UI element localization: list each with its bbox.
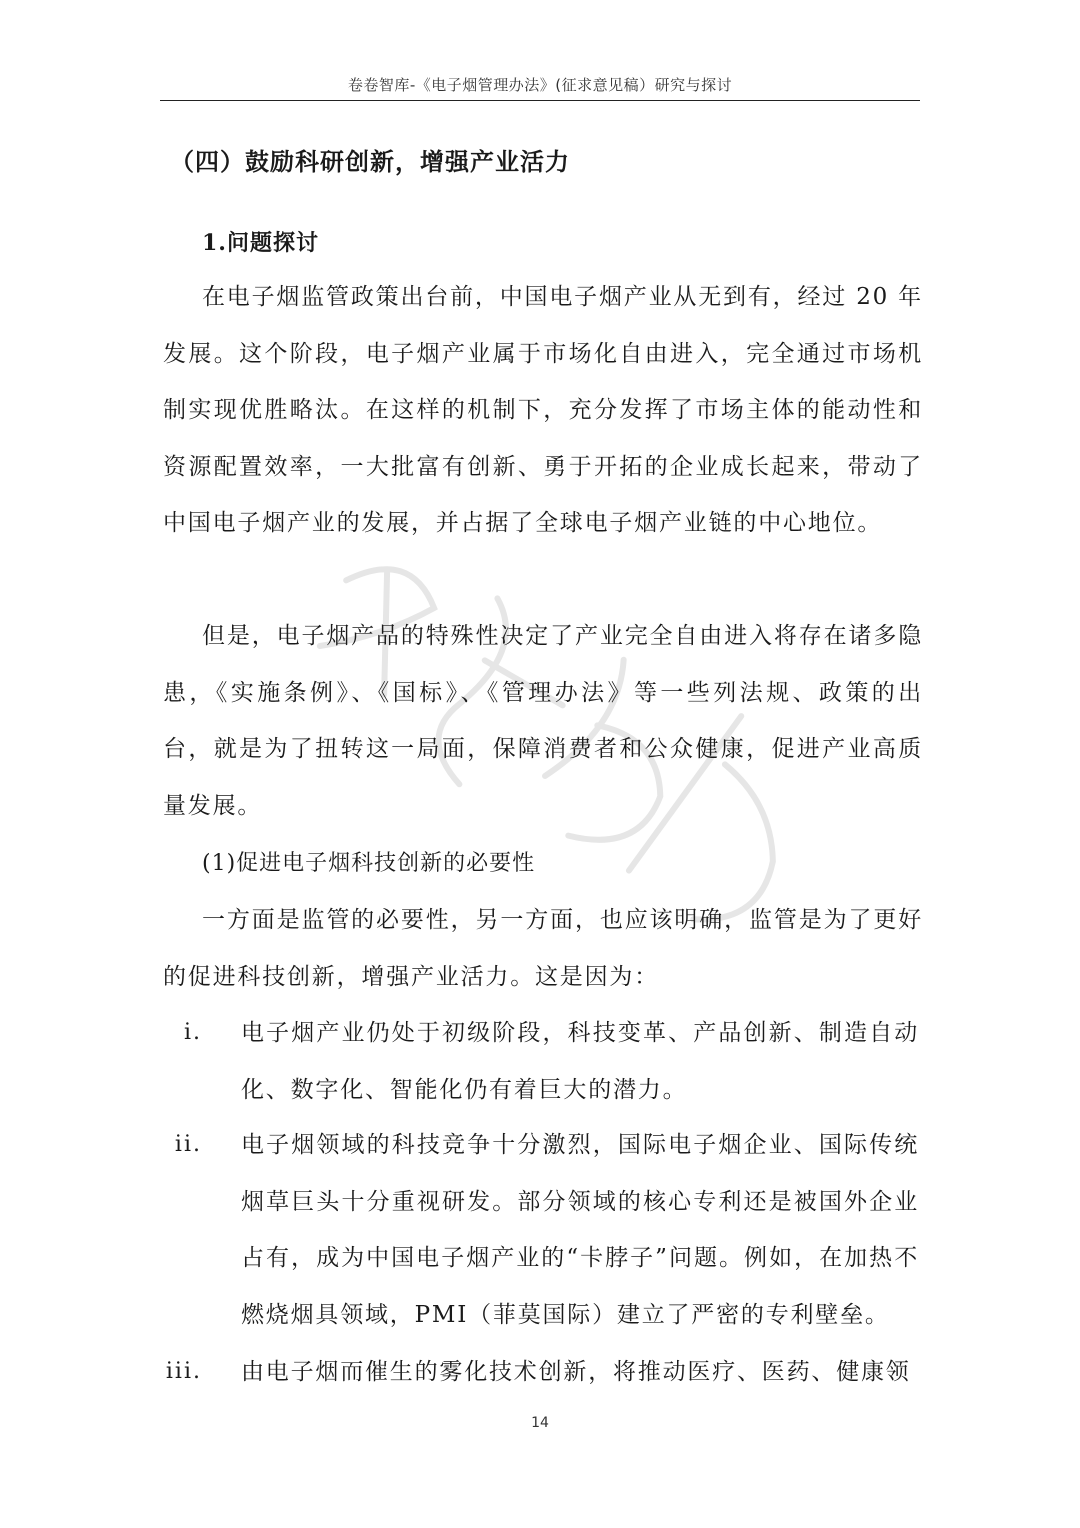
sub-heading: 1.问题探讨	[202, 230, 319, 256]
section-heading: （四）鼓励科研创新，增强产业活力	[170, 147, 570, 176]
page-number: 14	[531, 1415, 549, 1431]
paragraph-3: 一方面是监管的必要性，另一方面，也应该明确，监管是为了更好的促进科技创新，增强产业活力。这是因为：	[163, 907, 923, 990]
running-header: 卷卷智库-《电子烟管理办法》(征求意见稿）研究与探讨	[347, 76, 733, 94]
list-marker: iii.	[165, 1359, 202, 1384]
header-divider	[160, 100, 920, 101]
paragraph-2: 但是，电子烟产品的特殊性决定了产业完全自由进入将存在诸多隐患，《实施条例》、《国标》、《管理办法》等一些列法规、政策的出台，就是为了扭转这一局面，保障消费者和公众健康，促进产业高质量发展。	[163, 623, 923, 819]
list-marker: i.	[183, 1020, 202, 1045]
point-heading: (1)促进电子烟科技创新的必要性	[202, 851, 536, 876]
list-marker: ii.	[174, 1132, 202, 1157]
paragraph-1: 在电子烟监管政策出台前，中国电子烟产业从无到有，经过 20 年发展。这个阶段，电子烟产业属于市场化自由进入，完全通过市场机制实现优胜略汰。在这样的机制下，充分发挥了市场主体的能动性和资源配置效率，一大批富有创新、勇于开拓的企业成长起来，带动了中国电子烟产业的发展，并占据了全球电子烟产业链的中心地位。	[163, 284, 923, 536]
list-item-text: 电子烟产业仍处于初级阶段，科技变革、产品创新、制造自动化、数字化、智能化仍有着巨大的潜力。	[241, 1020, 919, 1103]
list-item-text: 由电子烟而催生的雾化技术创新，将推动医疗、医药、健康领	[241, 1359, 911, 1385]
list-item-text: 电子烟领域的科技竞争十分激烈，国际电子烟企业、国际传统烟草巨头十分重视研发。部分领域的核心专利还是被国外企业占有，成为中国电子烟产业的“卡脖子”问题。例如，在加热不燃烧烟具领域，PMI（菲莫国际）建立了严密的专利壁垒。	[241, 1132, 919, 1328]
